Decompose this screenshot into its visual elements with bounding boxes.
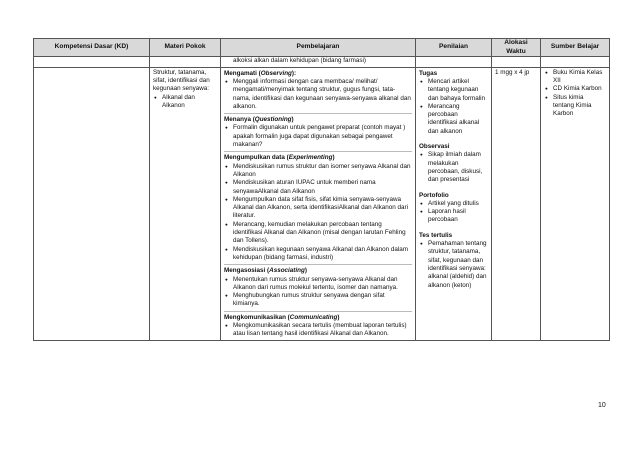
- header-penilaian: Penilaian: [416, 39, 492, 57]
- content-row: [34, 67, 610, 340]
- tugas-item: ● Mencari artikel tentang kegunaan dan bahaya formalin: [419, 78, 488, 103]
- section-mengumpulkan: [224, 151, 412, 262]
- tes-list: [419, 240, 488, 290]
- continuation-text: alkoksi alkan dalam kehidupan (bidang farmasi): [233, 57, 367, 65]
- header-materi: Materi Pokok: [150, 39, 221, 57]
- page-number: 10: [598, 402, 606, 409]
- heading-label: Mengamati (: [224, 69, 261, 77]
- continuation-row: [34, 57, 610, 67]
- heading-label: Mengumpulkan data (: [224, 154, 289, 162]
- section-mengamati: [224, 70, 412, 111]
- materi-item: ● Alkanal dan Alkanon: [153, 94, 217, 111]
- section-menanya: [224, 113, 412, 149]
- cont-alokasi: [492, 57, 541, 67]
- mengumpulkan-list: [224, 163, 412, 263]
- portofolio-item: ● Artikel yang ditulis: [419, 200, 488, 208]
- sumber-list: [544, 69, 606, 119]
- mengasosiasi-item: ● Menghubungkan rumus struktur senyawa dengan sifat kimianya.: [224, 292, 412, 309]
- header-kd: Kompetensi Dasar (KD): [34, 39, 150, 57]
- mengumpulkan-item: ● Merancang, kemudian melakukan percobaan tentang identifikasi Alkanal dan Alkanon (misal dengan larutan Fehling dan Tollens).: [224, 221, 412, 246]
- section-mengkomunikasikan: [224, 311, 412, 339]
- portofolio-item: ● Laporan hasil percobaan: [419, 208, 488, 225]
- pembelajaran-cell: [221, 67, 416, 340]
- section-mengasosiasi: [224, 264, 412, 308]
- sumber-item: ● CD Kimia Karbon: [544, 85, 606, 93]
- mengamati-item: ● Menggali informasi dengan cara membaca/ melihat/ mengamati/menyimak tentang struktur, gugus fungsi, tata-nama, identifikasi dan kegunaan senyawa-senyawa alkanal dan alkanon.: [224, 78, 412, 111]
- heading-italic: Associating: [269, 267, 305, 275]
- mengasosiasi-heading: [224, 267, 412, 275]
- heading-label: Menanya (: [224, 116, 255, 124]
- materi-intro: Struktur, tatanama, sifat, identifikasi dan kegunaan senyawa:: [153, 68, 210, 93]
- mengasosiasi-item: ● Menentukan rumus struktur senyawa-senyawa Alkanal dan Alkanon dari rumus molekul tertentu, isomer dan namanya.: [224, 276, 412, 293]
- sumber-item: ● Situs kimia tentang Kimia Karbon: [544, 94, 606, 119]
- tugas-list: [419, 78, 488, 136]
- heading-italic: Communicating: [289, 313, 338, 321]
- cont-pembelajaran: [221, 57, 416, 67]
- cont-penilaian: [416, 57, 492, 67]
- portofolio-heading: Portofolio: [419, 191, 449, 199]
- mengumpulkan-item: ● Mengumpulkan data sifat fisis, sifat kimia senyawa-senyawa Alkanal dan Alkanon, serta identifikasiAlkanal dan Alkanon dari literatur.: [224, 196, 412, 221]
- heading-end: ): [332, 154, 335, 162]
- materi-cell: [150, 67, 221, 340]
- observasi-item: ● Sikap ilmiah dalam melakukan percobaan, diskusi, dan presentasi: [419, 151, 488, 184]
- menanya-list: [224, 124, 412, 149]
- heading-end: ):: [291, 69, 297, 77]
- mengamati-heading: [224, 70, 412, 78]
- mengkomunikasikan-heading: [224, 314, 412, 322]
- tes-item: ● Pemahaman tentang struktur, tatanama, sifat, kegunaan dan identifikasi senyawa: alkanal (aldehid) dan alkanon (keton): [419, 240, 488, 290]
- mengumpulkan-item: ● Mendiskusikan kegunaan senyawa Alkanal dan Alkanon dalam kehidupan (bidang farmasi, industri): [224, 246, 412, 263]
- sumber-cell: [541, 67, 610, 340]
- mengumpulkan-item: ● Mendiskusikan rumus struktur dan isomer senyawa Alkanal dan Alkanon: [224, 163, 412, 180]
- menanya-item: ● Formalin digunakan untuk pengawet preparat (contoh mayat ) apakah formalin juga dapat digunakan sebagai pengawet makanan?: [224, 124, 412, 149]
- mengumpulkan-heading: [224, 154, 412, 162]
- header-sumber: Sumber Belajar: [541, 39, 610, 57]
- mengumpulkan-item: ● Mendiskusikan aturan IUPAC untuk memberi nama senyawaAlkanal dan Alkanon: [224, 179, 412, 196]
- heading-end: ): [337, 313, 340, 321]
- menanya-heading: [224, 116, 412, 124]
- heading-end: ): [291, 116, 294, 124]
- mengkomunikasikan-item: ● Mengkomunikasikan secara tertulis (membuat laporan tertulis) atau lisan tentang hasil identifikasi Alkanal dan Alkanon.: [224, 322, 412, 339]
- header-row: [34, 39, 610, 57]
- tugas-item: ● Merancang percobaan identifikasi alkanal dan alkanon: [419, 103, 488, 136]
- heading-label: Mengkomunikasikan (: [224, 313, 290, 321]
- penilaian-cell: [416, 67, 492, 340]
- sumber-item: ● Buku Kimia Kelas XII: [544, 69, 606, 86]
- header-alokasi: Alokasi Waktu: [492, 39, 541, 57]
- kd-cell: [34, 67, 150, 340]
- tes-heading: Tes tertulis: [419, 231, 453, 239]
- mengkomunikasikan-list: [224, 322, 412, 339]
- observasi-heading: Observasi: [419, 143, 450, 151]
- lesson-plan-table: [33, 38, 610, 341]
- cont-materi: [150, 57, 221, 67]
- mengamati-list: [224, 78, 412, 111]
- materi-list: [153, 94, 217, 111]
- tugas-heading: Tugas: [419, 69, 438, 77]
- portofolio-list: [419, 200, 488, 225]
- cont-kd: [34, 57, 150, 67]
- cont-sumber: [541, 57, 610, 67]
- mengasosiasi-list: [224, 276, 412, 309]
- alokasi-cell: 1 mgg x 4 jp: [492, 67, 541, 340]
- heading-italic: Experimenting: [288, 154, 333, 162]
- heading-italic: Questioning: [254, 116, 292, 124]
- heading-label: Mengasosiasi (: [224, 267, 270, 275]
- header-pembelajaran: Pembelajaran: [221, 39, 416, 57]
- heading-end: ): [304, 267, 307, 275]
- heading-italic: Observing: [260, 69, 292, 77]
- observasi-list: [419, 151, 488, 184]
